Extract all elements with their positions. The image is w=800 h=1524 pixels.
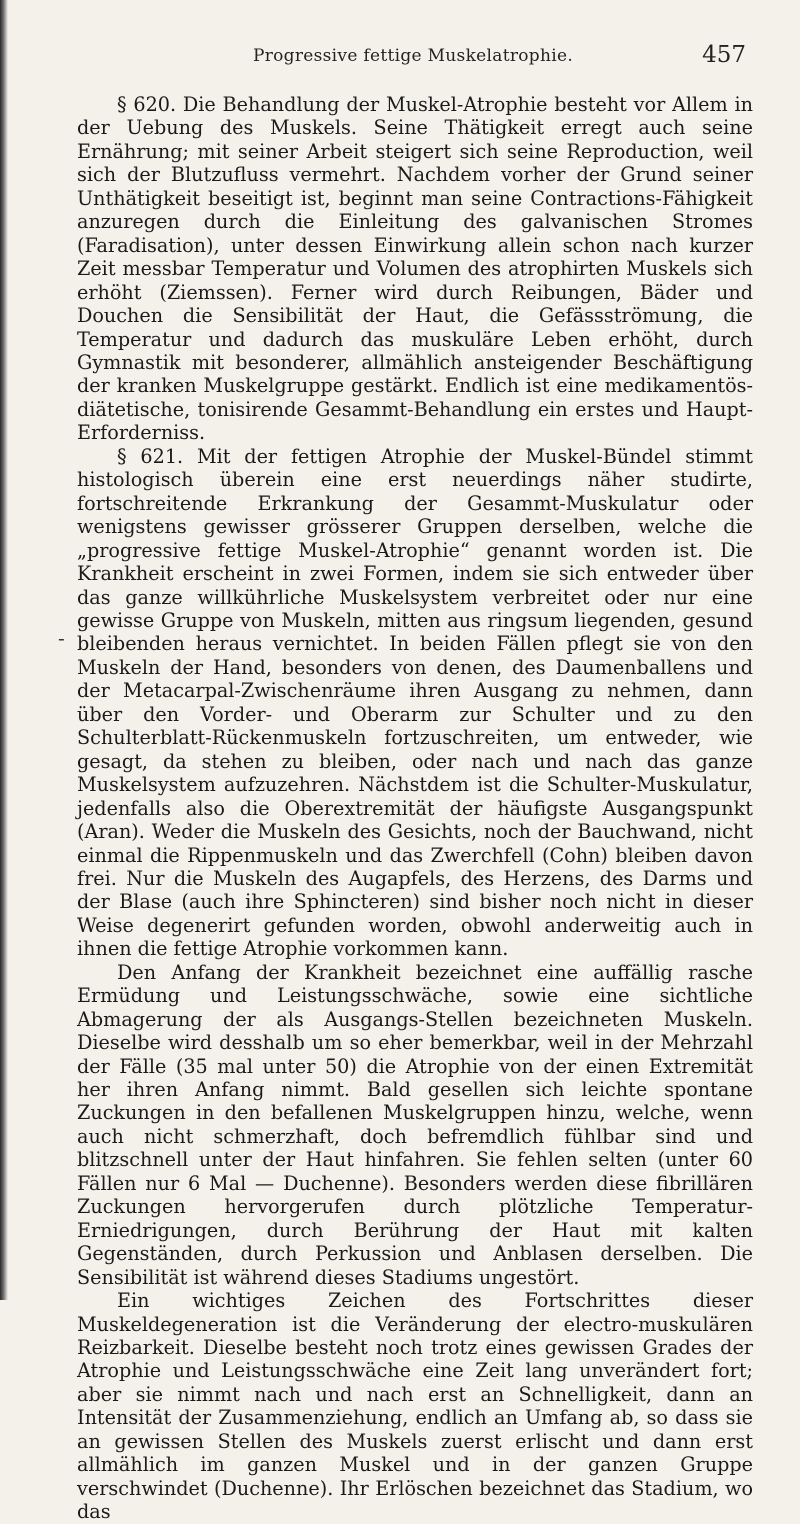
paragraph-progression: Ein wichtiges Zeichen des Fortschrittes dieser Muskeldegeneration ist die Veränderung der electro-muskulären Reizbarkeit. Dieselbe besteht noch trotz eines gewissen Grades der Atrophie und Leistungsschwäche eine Zeit lang unverändert fort; aber sie nimmt nach und nach erst an Schnelligkeit, dann an Intensität der Zusammenziehung, endlich an Umfang ab, so dass sie an gewissen Stellen des Muskels zuerst erlischt und dann erst allmählich im ganzen Muskel und in der ganzen Gruppe verschwindet (Duchenne). Ihr Erlöschen bezeichnet das Stadium, wo das <box>77 1289 753 1524</box>
body-text <box>77 93 753 1524</box>
paragraph-621: § 621. Mit der fettigen Atrophie der Muskel-Bündel stimmt histologisch überein eine erst neuerdings näher studirte, fortschreitende Erkrankung der Gesammt-Muskulatur oder wenigstens gewisser grösserer Gruppen derselben, welche die „progressive fettige Muskel-Atrophie“ genannt worden ist. Die Krankheit erscheint in zwei Formen, indem sie sich entweder über das ganze willkührliche Muskelsystem verbreitet oder nur eine gewisse Gruppe von Muskeln, mitten aus ringsum liegenden, gesund bleibenden heraus vernichtet. In beiden Fällen pflegt sie von den Muskeln der Hand, besonders von denen, des Daumenballens und der Metacarpal-Zwischenräume ihren Ausgang zu nehmen, dann über den Vorder- und Oberarm zur Schulter und zu den Schulterblatt-Rückenmuskeln fortzuschreiten, um entweder, wie gesagt, da stehen zu bleiben, oder nach und nach das ganze Muskelsystem aufzuzehren. Nächstdem ist die Schulter-Muskulatur, jedenfalls also die Oberextremität der häufigste Ausgangspunkt (Aran). Weder die Muskeln des Gesichts, noch der Bauchwand, nicht einmal die Rippenmuskeln und das Zwerchfell (Cohn) bleiben davon frei. Nur die Muskeln des Augapfels, des Herzens, des Darms und der Blase (auch ihre Sphincteren) sind bisher noch nicht in dieser Weise degenerirt gefunden worden, obwohl anderweitig auch in ihnen die fettige Atrophie vorkommen kann. <box>77 444 753 961</box>
paragraph-620: § 620. Die Behandlung der Muskel-Atrophie besteht vor Allem in der Uebung des Muskels. Seine Thätigkeit erregt auch seine Ernährung; mit seiner Arbeit steigert sich seine Reproduction, weil sich der Blutzufluss vermehrt. Nachdem vorher der Grund seiner Unthätigkeit beseitigt ist, beginnt man seine Contractions-Fähigkeit anzuregen durch die Einleitung des galvanischen Stromes (Faradisation), unter dessen Einwirkung allein schon nach kurzer Zeit messbar Temperatur und Volumen des atrophirten Muskels sich erhöht (Ziemssen). Ferner wird durch Reibungen, Bäder und Douchen die Sensibilität der Haut, die Gefässströmung, die Temperatur und dadurch das muskuläre Leben erhöht, durch Gymnastik mit besonderer, allmählich ansteigender Beschäftigung der kranken Muskelgruppe gestärkt. Endlich ist eine medikamentös-diätetische, tonisirende Gesammt-Behandlung ein erstes und Haupt-Erforderniss. <box>77 93 753 445</box>
running-header <box>78 42 748 76</box>
running-title: Progressive fettige Muskelatrophie. <box>252 46 574 66</box>
paragraph-onset: Den Anfang der Krankheit bezeichnet eine auffällig rasche Ermüdung und Leistungsschwäche, sowie eine sichtliche Abmagerung der als Ausgangs-Stellen bezeichneten Muskeln. Dieselbe wird desshalb um so eher bemerkbar, weil in der Mehrzahl der Fälle (35 mal unter 50) die Atrophie von der einen Extremität her ihren Anfang nimmt. Bald gesellen sich leichte spontane Zuckungen in den befallenen Muskelgruppen hinzu, welche, wenn auch nicht schmerzhaft, doch befremdlich fühlbar sind und blitzschnell unter der Haut hinfahren. Sie fehlen selten (unter 60 Fällen nur 6 Mal — Duchenne). Besonders werden diese fibrillären Zuckungen hervorgerufen durch plötzliche Temperatur-Erniedrigungen, durch Berührung der Haut mit kalten Gegenständen, durch Perkussion und Anblasen derselben. Die Sensibilität ist während dieses Stadiums ungestört. <box>77 960 753 1289</box>
page-edge-shadow <box>0 0 8 1300</box>
page-number: 457 <box>702 42 746 68</box>
margin-mark: - <box>58 626 65 650</box>
